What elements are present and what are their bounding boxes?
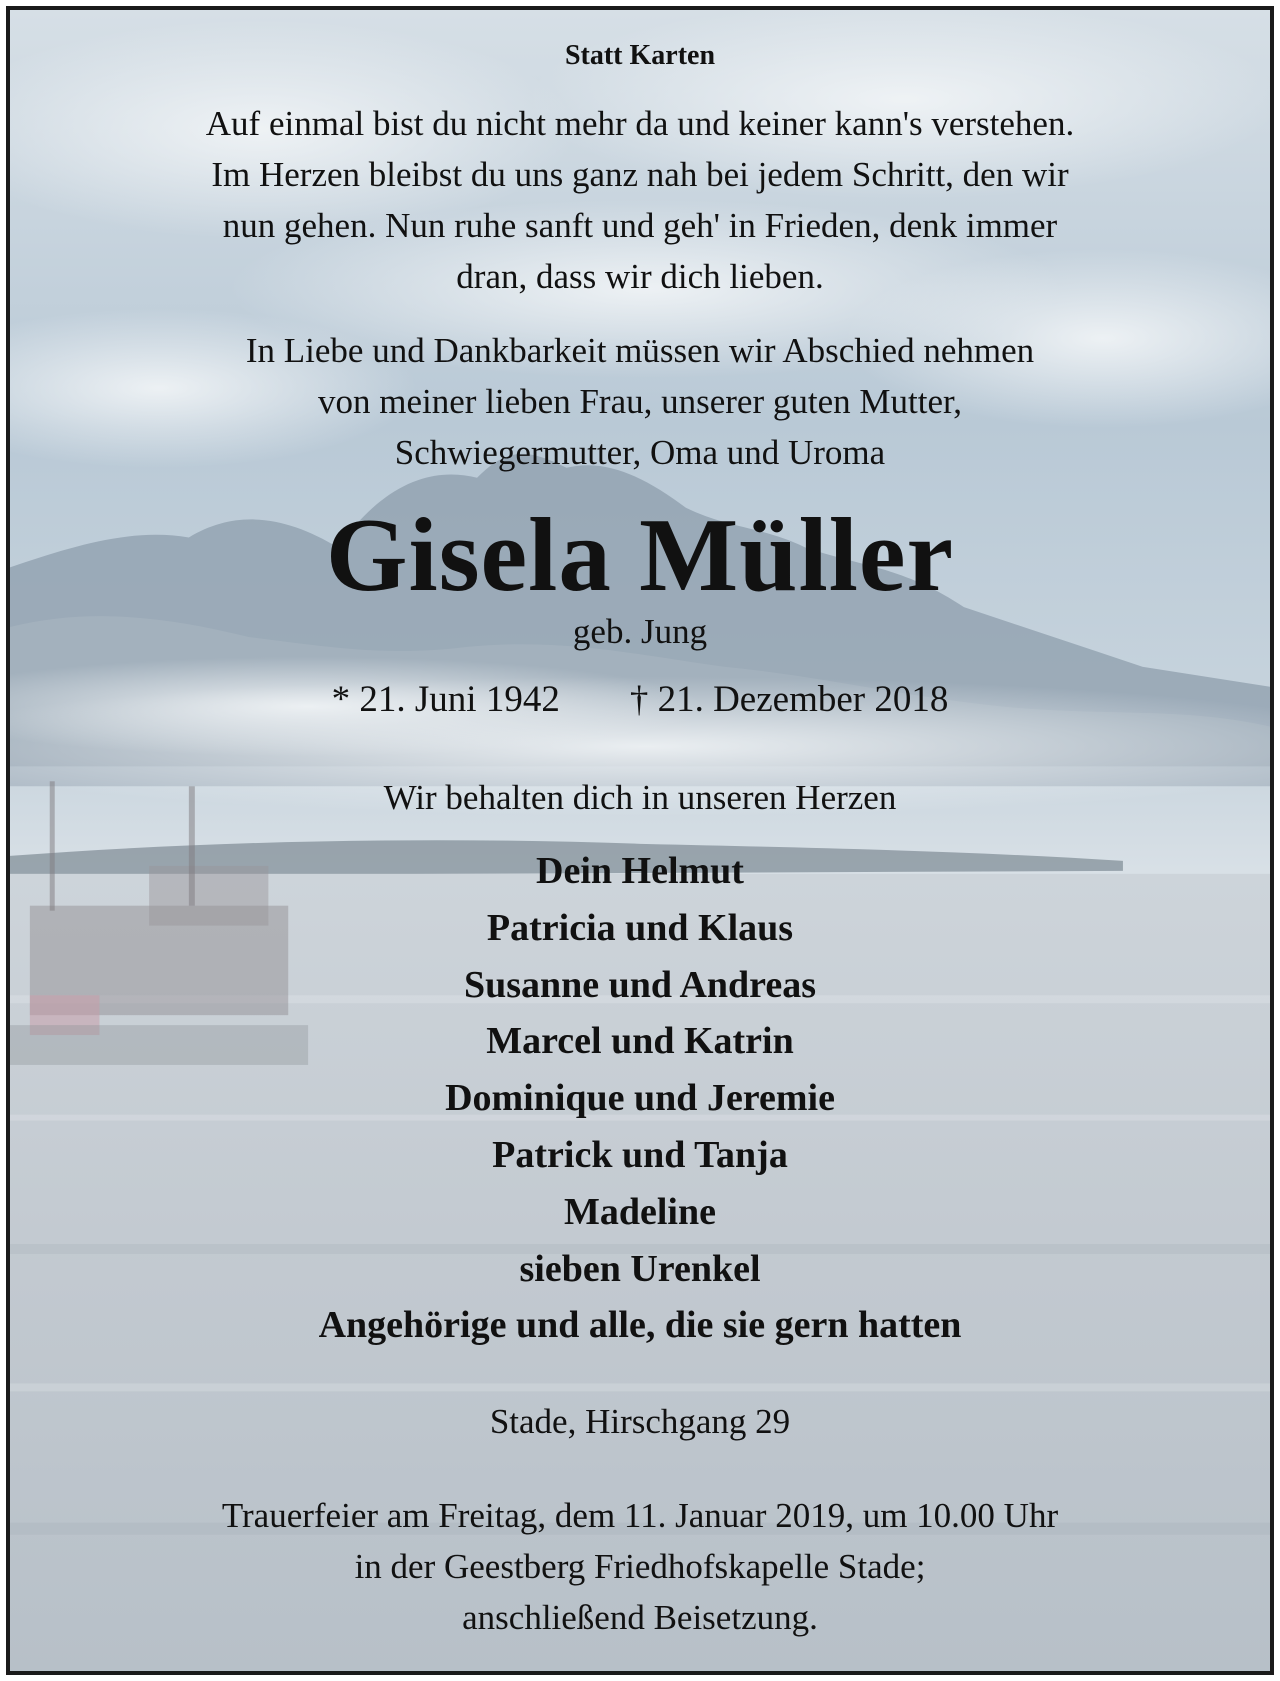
notice-content (10, 10, 1270, 1671)
intro-line: In Liebe und Dankbarkeit müssen wir Abschied nehmen (245, 331, 1035, 370)
mourner: Patrick und Tanja (492, 1133, 788, 1176)
poem-line: Im Herzen bleibst du uns ganz nah bei jedem Schritt, den wir (211, 155, 1069, 194)
intro-text (10, 325, 1270, 478)
life-dates (10, 678, 1270, 721)
service-line: anschließend Beisetzung. (462, 1598, 818, 1637)
birth-date: * 21. Juni 1942 (331, 679, 560, 720)
motto: Wir behalten dich in unseren Herzen (383, 778, 897, 817)
obituary-card (6, 6, 1274, 1675)
poem-line: nun gehen. Nun ruhe sanft und geh' in Frieden, denk immer (222, 206, 1058, 245)
death-date: † 21. Dezember 2018 (629, 679, 949, 720)
mourner: Patricia und Klaus (486, 906, 794, 949)
poem (10, 98, 1270, 302)
maiden-name: geb. Jung (572, 612, 708, 651)
mourner: Susanne und Andreas (463, 963, 817, 1006)
mourners-list (10, 843, 1270, 1354)
header-statt-karten: Statt Karten (564, 40, 716, 71)
service-info (10, 1490, 1270, 1643)
poem-line: Auf einmal bist du nicht mehr da und keiner kann's verstehen. (205, 104, 1075, 143)
poem-line: dran, dass wir dich lieben. (456, 257, 824, 296)
service-line: Trauerfeier am Freitag, dem 11. Januar 2019, um 10.00 Uhr (221, 1496, 1059, 1535)
intro-line: Schwiegermutter, Oma und Uroma (394, 433, 886, 472)
intro-line: von meiner lieben Frau, unserer guten Mutter, (318, 382, 962, 421)
deceased-name: Gisela Müller (325, 496, 955, 613)
mourner: Dominique und Jeremie (445, 1077, 835, 1120)
mourner: Dein Helmut (536, 850, 744, 892)
mourner: Angehörige und alle, die sie gern hatten (318, 1304, 962, 1347)
mourner: Marcel und Katrin (486, 1020, 794, 1063)
service-line: in der Geestberg Friedhofskapelle Stade; (354, 1547, 926, 1586)
mourner: sieben Urenkel (519, 1247, 761, 1290)
mourner: Madeline (564, 1190, 716, 1233)
address: Stade, Hirschgang 29 (489, 1402, 791, 1441)
